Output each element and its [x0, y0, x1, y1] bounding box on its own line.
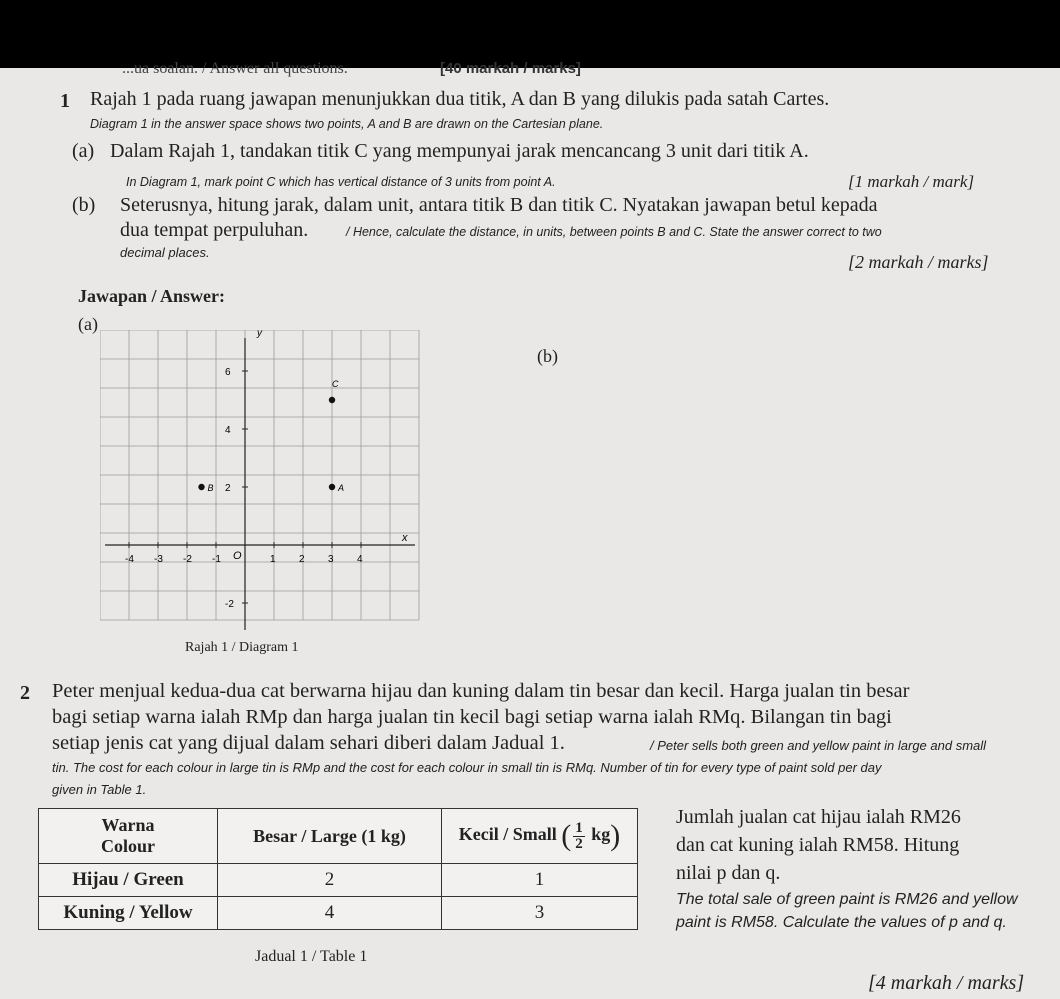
q2-side-malay-line2: dan cat kuning ialah RM58. Hitung [676, 834, 960, 856]
q1b-label: (b) [72, 194, 96, 216]
table-header-row [39, 809, 638, 864]
x-tick-label: -4 [125, 554, 134, 565]
point-label-c: C [332, 379, 339, 389]
y-tick-label: 2 [225, 483, 231, 494]
x-tick-label: 4 [357, 554, 363, 565]
point-b [198, 484, 204, 490]
answer-b-label: (b) [537, 346, 558, 366]
q2-english-line4: tin. The cost for each colour in large tin is RMp and the cost for each colour in small tin is RMq. Number of tin for every type of paint sold per day [52, 760, 882, 775]
tick-labels [125, 367, 363, 610]
q2-side-english-line1: The total sale of green paint is RM26 and yellow [676, 891, 1018, 908]
q1b-english-line3: decimal places. [120, 245, 210, 260]
q1-number: 1 [60, 90, 70, 112]
table-1 [38, 808, 638, 930]
row-colour: Hijau / Green [39, 864, 218, 897]
col-small-header: Kecil / Small ( $\frac{1}{2}$ kg) [442, 809, 638, 864]
q2-english-line5: given in Table 1. [52, 782, 147, 797]
q2-side-malay-line3: nilai p dan q. [676, 862, 781, 884]
y-tick-label: 4 [225, 425, 231, 436]
grid-lines [100, 330, 419, 620]
point-label-a: A [338, 483, 345, 493]
col-small-unit: kg [591, 824, 611, 845]
plotted-points [198, 379, 344, 493]
col-colour-en: Colour [101, 836, 155, 856]
answer-heading: Jawapan / Answer: [78, 286, 226, 306]
table-row [39, 897, 638, 930]
x-tick-label: 1 [270, 554, 276, 565]
x-tick-label: 3 [328, 554, 334, 565]
point-a [329, 484, 335, 490]
x-tick-label: -2 [183, 554, 192, 565]
cartesian-diagram [100, 330, 420, 640]
instruction-text: ...ua soalan. / Answer all questions. [122, 60, 348, 77]
origin-label: O [233, 550, 242, 562]
q1a-marks: [1 markah / mark] [848, 172, 975, 191]
q1a-english: In Diagram 1, mark point C which has vertical distance of 3 units from point A. [126, 175, 556, 189]
y-axis-label: y [257, 330, 262, 339]
q2-malay-line2: bagi setiap warna ialah RMp dan harga jualan tin kecil bagi setiap warna ialah RMq. Bilangan tin bagi [52, 706, 892, 728]
diagram-caption: Rajah 1 / Diagram 1 [185, 640, 299, 655]
q1b-english-line2: / Hence, calculate the distance, in units, between points B and C. State the answer correct to two [346, 225, 882, 239]
x-tick-label: -3 [154, 554, 163, 565]
q2-malay-line1: Peter menjual kedua-dua cat berwarna hijau dan kuning dalam tin besar dan kecil. Harga jualan tin besar [52, 680, 910, 702]
x-tick-label: -1 [212, 554, 221, 565]
q1b-malay-line1: Seterusnya, hitung jarak, dalam unit, antara titik B dan titik C. Nyatakan jawapan betul kepada [120, 194, 878, 216]
q1b-marks: [2 markah / marks] [848, 252, 989, 272]
q1a-malay: Dalam Rajah 1, tandakan titik C yang mempunyai jarak mencancang 3 unit dari titik A. [110, 140, 809, 162]
row-small-value: 3 [442, 897, 638, 930]
point-label-b: B [207, 483, 214, 493]
q1-stem-english: Diagram 1 in the answer space shows two points, A and B are drawn on the Cartesian plane. [90, 117, 604, 131]
total-marks: [40 markah / marks] [440, 60, 581, 77]
col-colour-ms: Warna [101, 815, 155, 835]
row-large-value: 4 [218, 897, 442, 930]
q1b-malay-line2: dua tempat perpuluhan. [120, 219, 309, 241]
table-row [39, 864, 638, 897]
axes [105, 338, 415, 630]
row-large-value: 2 [218, 864, 442, 897]
q2-side-malay-line1: Jumlah jualan cat hijau ialah RM26 [676, 806, 961, 828]
y-tick-label: 6 [225, 367, 231, 378]
row-colour: Kuning / Yellow [39, 897, 218, 930]
q1a-label: (a) [72, 140, 95, 162]
q2-malay-line3: setiap jenis cat yang dijual dalam sehari diberi dalam Jadual 1. [52, 732, 565, 754]
q2-side-english-line2: paint is RM58. Calculate the values of p and q. [676, 914, 1007, 931]
x-tick-label: 2 [299, 554, 305, 565]
x-axis-label: x [402, 532, 408, 544]
q2-marks: [4 markah / marks] [868, 972, 1025, 994]
half-fraction: $\frac{1}{2}$ [575, 819, 583, 852]
col-small-prefix: Kecil / Small [458, 824, 557, 845]
y-tick-label: -2 [225, 599, 234, 610]
point-c [329, 397, 335, 403]
col-colour-header [39, 809, 218, 864]
q2-number: 2 [20, 682, 30, 704]
answer-a-label: (a) [78, 314, 98, 334]
col-large-header: Besar / Large (1 kg) [218, 809, 442, 864]
row-small-value: 1 [442, 864, 638, 897]
dark-top-edge [0, 0, 1060, 68]
q1-stem-malay: Rajah 1 pada ruang jawapan menunjukkan dua titik, A dan B yang dilukis pada satah Cartes. [90, 88, 830, 110]
q2-english-line3: / Peter sells both green and yellow paint in large and small [650, 738, 987, 753]
table-caption: Jadual 1 / Table 1 [255, 948, 368, 965]
